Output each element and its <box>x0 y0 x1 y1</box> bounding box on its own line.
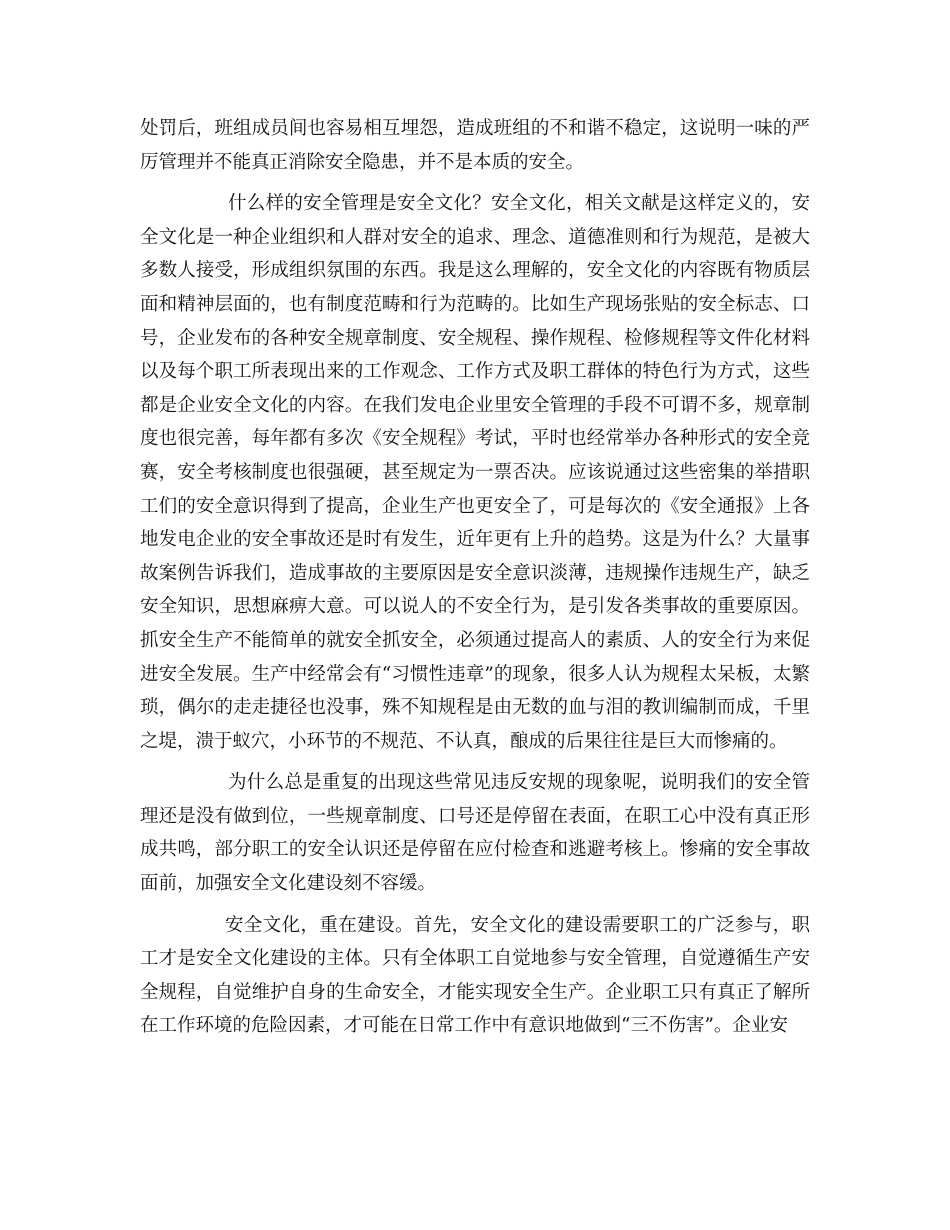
paragraph-4: 安全文化，重在建设。首先，安全文化的建设需要职工的广泛参与，职工才是安全文化建设的主体。只有全体职工自觉地参与安全管理，自觉遵循生产安全规程，自觉维护自身的生命安全，才能实现安全生产。企业职工只有真正了解所在工作环境的危险因素，才可能在日常工作中有意识地做到“三不伤害”。企业安 <box>140 914 810 1037</box>
paragraph-1: 处罚后，班组成员间也容易相互埋怨，造成班组的不和谐不稳定，这说明一味的严厉管理并不能真正消除安全隐患，并不是本质的安全。 <box>140 118 810 173</box>
paragraph-2: 什么样的安全管理是安全文化？安全文化，相关文献是这样定义的，安全文化是一种企业组织和人群对安全的追求、理念、道德准则和行为规范，是被大多数人接受，形成组织氛围的东西。我是这么理解的，安全文化的内容既有物质层面和精神层面的，也有制度范畴和行为范畴的。比如生产现场张贴的安全标志、口号，企业发布的各种安全规章制度、安全规程、操作规程、检修规程等文件化材料以及每个职工所表现出来的工作观念、工作方式及职工群体的特色行为方式，这些都是企业安全文化的内容。在我们发电企业里安全管理的手段不可谓不多，规章制度也很完善，每年都有多次《安全规程》考试，平时也经常举办各种形式的安全竞赛，安全考核制度也很强硬，甚至规定为一票否决。应该说通过这些密集的举措职工们的安全意识得到了提高，企业生产也更安全了，可是每次的《安全通报》上各地发电企业的安全事故还是时有发生，近年更有上升的趋势。这是为什么？大量事故案例告诉我们，造成事故的主要原因是安全意识淡薄，违规操作违规生产，缺乏安全知识，思想麻痹大意。可以说人的不安全行为，是引发各类事故的重要原因。抓安全生产不能简单的就安全抓安全，必须通过提高人的素质、人的安全行为来促进安全发展。生产中经常会有“习惯性违章”的现象，很多人认为规程太呆板，太繁琐，偶尔的走走捷径也没事，殊不知规程是由无数的血与泪的教训编制而成，千里之堤，溃于蚁穴，小环节的不规范、不认真，酿成的后果往往是巨大而惨痛的。 <box>140 193 810 752</box>
document-body <box>140 112 810 1043</box>
paragraph-3: 为什么总是重复的出现这些常见违反安规的现象呢，说明我们的安全管理还是没有做到位，一些规章制度、口号还是停留在表面，在职工心中没有真正形成共鸣，部分职工的安全认识还是停留在应付检查和逃避考核上。惨痛的安全事故面前，加强安全文化建设刻不容缓。 <box>140 772 810 895</box>
